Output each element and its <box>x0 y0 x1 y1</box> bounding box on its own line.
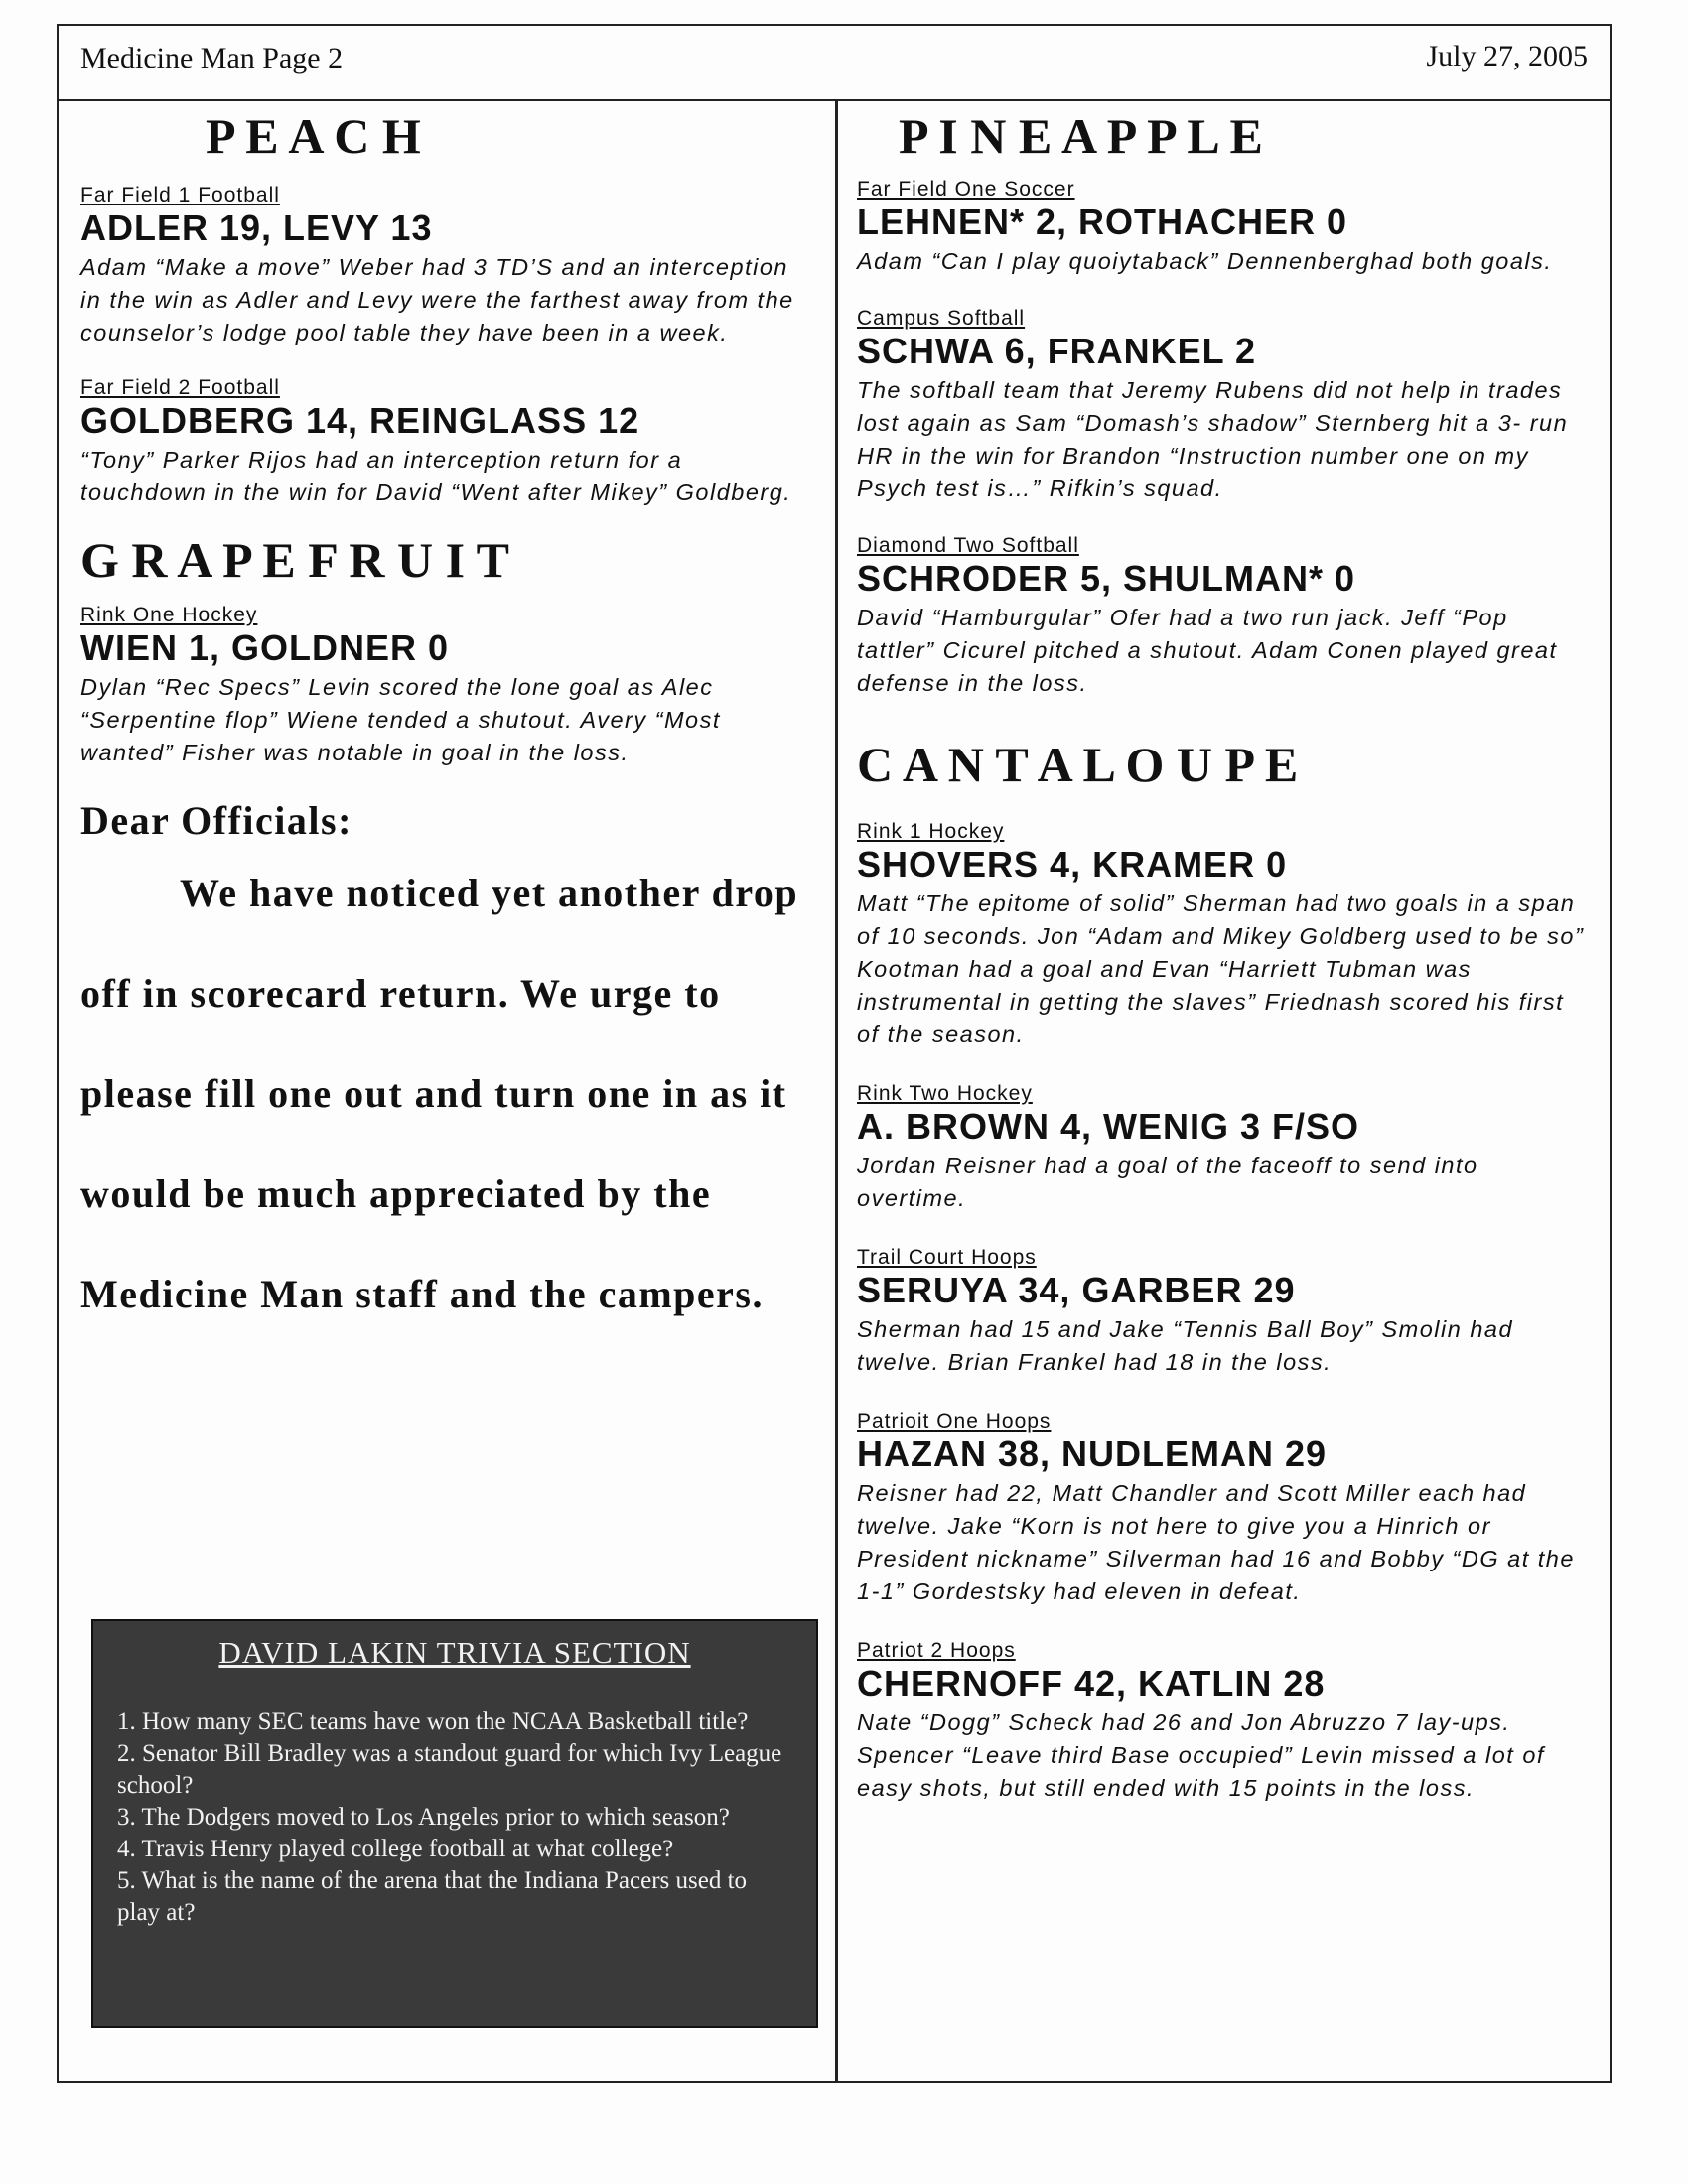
trivia-title: DAVID LAKIN TRIVIA SECTION <box>218 1635 691 1670</box>
game-recap: Jordan Reisner had a goal of the faceoff to send into overtime. <box>857 1152 1478 1211</box>
game-venue: Diamond Two Softball <box>857 533 1079 557</box>
column-divider <box>835 101 838 2083</box>
trivia-question: 2. Senator Bill Bradley was a standout guard for which Ivy League school? <box>117 1740 782 1799</box>
game-story <box>80 183 815 349</box>
game-recap: Nate “Dogg” Scheck had 26 and Jon Abruzzo 7 lay-ups. Spencer “Leave third Base occupied” Levin missed a lot of easy shots, but still ended with 15 points in the loss. <box>857 1708 1545 1801</box>
letter-greeting: Dear Officials: <box>80 797 352 843</box>
section-title-peach: P E A C H <box>206 108 421 164</box>
game-score: ADLER 19, LEVY 13 <box>80 207 433 249</box>
game-venue: Rink 1 Hockey <box>857 819 1005 843</box>
game-venue: Rink One Hockey <box>80 603 258 626</box>
page-header <box>59 26 1610 101</box>
section-title-grapefruit: G R A P E F R U I T <box>80 531 510 588</box>
game-story <box>80 603 815 769</box>
game-venue: Rink Two Hockey <box>857 1081 1033 1105</box>
game-score: WIEN 1, GOLDNER 0 <box>80 627 450 669</box>
game-venue: Far Field 2 Football <box>80 375 280 399</box>
game-story <box>80 375 815 509</box>
game-story <box>857 1409 1592 1608</box>
game-venue: Trail Court Hoops <box>857 1245 1037 1269</box>
game-recap: David “Hamburgular” Ofer had a two run jack. Jeff “Pop tattler” Cicurel pitched a shutout. Adam Conen played great defense in the loss. <box>857 604 1558 696</box>
game-recap: Adam “Can I play quoiytaback” Dennenberghad both goals. <box>857 247 1553 274</box>
page-title: Medicine Man Page 2 <box>80 42 344 74</box>
game-recap: “Tony” Parker Rijos had an interception return for a touchdown in the win for David “Went after Mikey” Goldberg. <box>80 446 792 505</box>
game-venue: Campus Softball <box>857 306 1026 330</box>
game-recap: Reisner had 22, Matt Chandler and Scott Miller each had twelve. Jake “Korn is not here to give you a Hinrich or President nickname” Silverman had 16 and Bobby “DG at the 1-1” Gordestsky had eleven in defeat. <box>857 1479 1575 1604</box>
trivia-question: 1. How many SEC teams have won the NCAA Basketball title? <box>117 1708 749 1735</box>
game-story <box>857 1638 1592 1805</box>
section-title-cantaloupe: C A N T A L O U P E <box>857 736 1299 792</box>
trivia-question: 5. What is the name of the arena that the Indiana Pacers used to play at? <box>117 1867 748 1926</box>
letter-to-officials <box>80 799 815 1344</box>
game-recap: Sherman had 15 and Jake “Tennis Ball Boy” Smolin had twelve. Brian Frankel had 18 in the loss. <box>857 1315 1514 1375</box>
left-column <box>80 101 815 1344</box>
game-story <box>857 177 1592 278</box>
game-story <box>857 306 1592 505</box>
game-story <box>857 533 1592 700</box>
page-date: July 27, 2005 <box>1426 40 1588 72</box>
game-recap: Dylan “Rec Specs” Levin scored the lone goal as Alec “Serpentine flop” Wiene tended a shutout. Avery “Most wanted” Fisher was notable in goal in the loss. <box>80 673 721 765</box>
game-score: CHERNOFF 42, KATLIN 28 <box>857 1663 1326 1705</box>
game-score: SERUYA 34, GARBER 29 <box>857 1270 1296 1311</box>
game-score: LEHNEN* 2, ROTHACHER 0 <box>857 202 1348 243</box>
right-column <box>857 101 1592 1805</box>
trivia-question: 3. The Dodgers moved to Los Angeles prior to which season? <box>117 1804 730 1831</box>
trivia-question: 4. Travis Henry played college football at what college? <box>117 1836 674 1862</box>
game-venue: Patriot 2 Hoops <box>857 1638 1016 1662</box>
game-story <box>857 1245 1592 1379</box>
trivia-box <box>91 1619 818 2028</box>
trivia-question-list <box>93 1706 816 1929</box>
game-story <box>857 819 1592 1051</box>
section-title-pineapple: P I N E A P P L E <box>899 108 1263 164</box>
game-score: SCHWA 6, FRANKEL 2 <box>857 331 1257 372</box>
game-recap: The softball team that Jeremy Rubens did not help in trades lost again as Sam “Domash’s shadow” Sternberg hit a 3- run HR in the win for Brandon “Instruction number one on my Psych test is…” Rifkin’s squad. <box>857 376 1569 501</box>
game-score: A. BROWN 4, WENIG 3 F/SO <box>857 1106 1360 1148</box>
game-score: SHOVERS 4, KRAMER 0 <box>857 844 1288 886</box>
game-recap: Adam “Make a move” Weber had 3 TD’S and an interception in the win as Adler and Levy were the farthest away from the counselor’s lodge pool table they have been in a week. <box>80 253 794 345</box>
game-venue: Far Field One Soccer <box>857 178 1075 201</box>
game-recap: Matt “The epitome of solid” Sherman had two goals in a span of 10 seconds. Jon “Adam and Mikey Goldberg used to be so” Kootman had a goal and Evan “Harriett Tubman was instrumental in getting the slaves” Friednash scored his first of the season. <box>857 889 1585 1047</box>
game-score: HAZAN 38, NUDLEMAN 29 <box>857 1433 1328 1475</box>
game-venue: Far Field 1 Football <box>80 184 280 206</box>
game-story <box>857 1081 1592 1215</box>
game-score: GOLDBERG 14, REINGLASS 12 <box>80 400 640 442</box>
game-venue: Patrioit One Hoops <box>857 1409 1052 1433</box>
game-score: SCHRODER 5, SHULMAN* 0 <box>857 558 1356 600</box>
letter-body: We have noticed yet another drop off in scorecard return. We urge to please fill one out and turn one in as it would be much appreciated by the Medicine Man staff and the campers. <box>80 870 799 1316</box>
